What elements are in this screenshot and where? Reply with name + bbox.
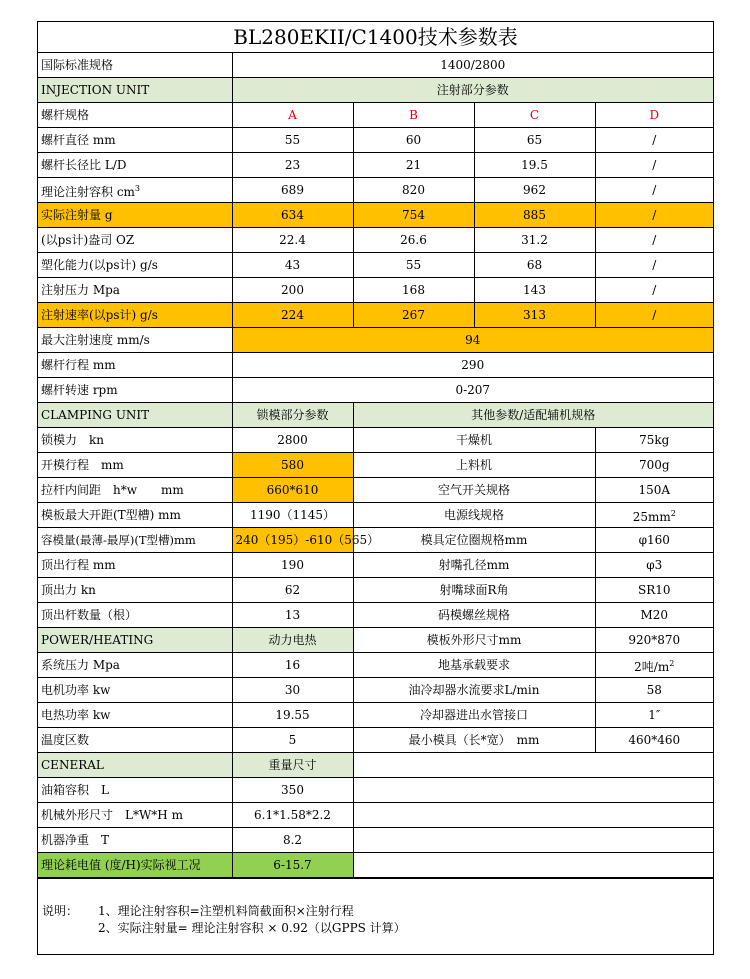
other-label: 码模螺丝规格 xyxy=(353,603,595,628)
table-row xyxy=(38,253,713,278)
table-row xyxy=(38,678,713,703)
row-label: 电机功率 kw xyxy=(38,678,232,703)
max-speed-value: 94 xyxy=(232,328,713,353)
clamping-header-right: 其他参数/适配辅机规格 xyxy=(353,403,713,428)
cell-value: / xyxy=(595,253,713,278)
row-label: 容模量(最薄-最厚)(T型槽)mm xyxy=(38,528,232,553)
energy-value: 6-15.7 xyxy=(232,853,353,878)
table-row xyxy=(38,453,713,478)
other-value-text: 2吨/m xyxy=(634,659,670,674)
cell-value: 16 xyxy=(232,653,353,678)
note-line xyxy=(42,920,713,937)
screw-c: C xyxy=(474,103,595,128)
row-label xyxy=(38,178,232,203)
cell-value: 820 xyxy=(353,178,474,203)
other-label: 模具定位圈规格mm xyxy=(353,528,595,553)
screw-spec-label: 螺杆规格 xyxy=(38,103,232,128)
row-label: 顶出行程 mm xyxy=(38,553,232,578)
table-row xyxy=(38,503,713,528)
empty-cell xyxy=(353,853,713,878)
other-value: SR10 xyxy=(595,578,713,603)
other-label: 空气开关规格 xyxy=(353,478,595,503)
cell-value: 13 xyxy=(232,603,353,628)
cell-value: / xyxy=(595,153,713,178)
table-row xyxy=(38,478,713,503)
row-label: 机器净重 T xyxy=(38,828,232,853)
stroke-row xyxy=(38,353,713,378)
row-label: 实际注射量 g xyxy=(38,203,232,228)
table-row xyxy=(38,803,713,828)
cell-value: 224 xyxy=(232,303,353,328)
general-header-row xyxy=(38,753,713,778)
cell-value: / xyxy=(595,228,713,253)
spec-table xyxy=(38,53,713,878)
row-label: 机械外形尺寸 L*W*H m xyxy=(38,803,232,828)
table-row xyxy=(38,728,713,753)
power-header-left: POWER/HEATING xyxy=(38,628,232,653)
cell-value: 634 xyxy=(232,203,353,228)
cell-value: 19.55 xyxy=(232,703,353,728)
cell-value: 267 xyxy=(353,303,474,328)
spec-value: 1400/2800 xyxy=(232,53,713,78)
general-header-mid: 重量尺寸 xyxy=(232,753,353,778)
other-label: 射嘴孔径mm xyxy=(353,553,595,578)
power-header-mid: 动力电热 xyxy=(232,628,353,653)
unit-superscript: 2 xyxy=(670,508,676,518)
notes-section xyxy=(38,878,713,971)
other-label: 油冷却器水流要求L/min xyxy=(353,678,595,703)
stroke-value: 290 xyxy=(232,353,713,378)
cell-value: 962 xyxy=(474,178,595,203)
table-row-highlight xyxy=(38,203,713,228)
row-label: 螺杆转速 rpm xyxy=(38,378,232,403)
other-value: φ3 xyxy=(595,553,713,578)
row-label: 系统压力 Mpa xyxy=(38,653,232,678)
cell-value: 240（195）-610（565） xyxy=(232,528,353,553)
clamping-header-left: CLAMPING UNIT xyxy=(38,403,232,428)
screw-a: A xyxy=(232,103,353,128)
cell-value: 31.2 xyxy=(474,228,595,253)
screw-d: D xyxy=(595,103,713,128)
cell-value: 885 xyxy=(474,203,595,228)
cell-value: 6.1*1.58*2.2 xyxy=(232,803,353,828)
sheet-title: BL280EKII/C1400技术参数表 xyxy=(38,22,713,53)
injection-header-left: INJECTION UNIT xyxy=(38,78,232,103)
spec-row xyxy=(38,53,713,78)
cell-value: 143 xyxy=(474,278,595,303)
table-row xyxy=(38,153,713,178)
row-label: 螺杆长径比 L/D xyxy=(38,153,232,178)
power-header-row xyxy=(38,628,713,653)
rpm-value: 0-207 xyxy=(232,378,713,403)
note-line xyxy=(42,903,713,920)
row-label: 最大注射速度 mm/s xyxy=(38,328,232,353)
empty-cell xyxy=(353,778,713,803)
spec-sheet xyxy=(37,21,714,955)
other-label: 上料机 xyxy=(353,453,595,478)
cell-value: 55 xyxy=(353,253,474,278)
cell-value: 754 xyxy=(353,203,474,228)
cell-value: / xyxy=(595,178,713,203)
row-label: 电热功率 kw xyxy=(38,703,232,728)
cell-value: / xyxy=(595,278,713,303)
row-label: 锁模力 kn xyxy=(38,428,232,453)
notes-label: 说明： xyxy=(42,904,79,918)
other-value xyxy=(595,503,713,528)
cell-value: 19.5 xyxy=(474,153,595,178)
cell-value: 190 xyxy=(232,553,353,578)
cell-value: 21 xyxy=(353,153,474,178)
cell-value: 22.4 xyxy=(232,228,353,253)
cell-value: 26.6 xyxy=(353,228,474,253)
row-label: 注射速率(以ps计) g/s xyxy=(38,303,232,328)
row-label: 开模行程 mm xyxy=(38,453,232,478)
row-label: 注射压力 Mpa xyxy=(38,278,232,303)
table-row xyxy=(38,578,713,603)
row-label: (以ps计)盎司 OZ xyxy=(38,228,232,253)
table-row xyxy=(38,703,713,728)
other-value: M20 xyxy=(595,603,713,628)
table-row xyxy=(38,428,713,453)
screw-spec-row xyxy=(38,103,713,128)
row-label: 螺杆行程 mm xyxy=(38,353,232,378)
injection-header-row xyxy=(38,78,713,103)
clamping-header-row xyxy=(38,403,713,428)
table-row xyxy=(38,603,713,628)
row-label: 塑化能力(以ps计) g/s xyxy=(38,253,232,278)
table-row xyxy=(38,278,713,303)
max-speed-row xyxy=(38,328,713,353)
unit-superscript: 2 xyxy=(669,658,675,668)
other-value: 700g xyxy=(595,453,713,478)
cell-value: 65 xyxy=(474,128,595,153)
other-value: 460*460 xyxy=(595,728,713,753)
row-label: 拉杆内间距 h*w mm xyxy=(38,478,232,503)
energy-row xyxy=(38,853,713,878)
note-text: 2、实际注射量= 理论注射容积 × 0.92（以GPPS 计算） xyxy=(98,921,406,935)
other-label: 模板外形尺寸mm xyxy=(353,628,595,653)
cell-value: 5 xyxy=(232,728,353,753)
other-value: 58 xyxy=(595,678,713,703)
cell-value: 660*610 xyxy=(232,478,353,503)
cell-value: / xyxy=(595,128,713,153)
row-label: 模板最大开距(T型槽) mm xyxy=(38,503,232,528)
spec-label: 国际标准规格 xyxy=(38,53,232,78)
empty-cell xyxy=(353,753,713,778)
table-row xyxy=(38,653,713,678)
cell-value: / xyxy=(595,303,713,328)
row-label: 顶出力 kn xyxy=(38,578,232,603)
other-label: 干燥机 xyxy=(353,428,595,453)
cell-value: 8.2 xyxy=(232,828,353,853)
cell-value: 200 xyxy=(232,278,353,303)
cell-value: 580 xyxy=(232,453,353,478)
row-label-text: 理论注射容积 cm xyxy=(41,184,135,199)
other-value: φ160 xyxy=(595,528,713,553)
cell-value: 168 xyxy=(353,278,474,303)
other-value: 75kg xyxy=(595,428,713,453)
injection-header-right: 注射部分参数 xyxy=(232,78,713,103)
other-value xyxy=(595,653,713,678)
other-value: 150A xyxy=(595,478,713,503)
table-row xyxy=(38,778,713,803)
cell-value: 23 xyxy=(232,153,353,178)
empty-cell xyxy=(353,828,713,853)
cell-value: 62 xyxy=(232,578,353,603)
other-label: 最小模具（长*宽） mm xyxy=(353,728,595,753)
row-label: 油箱容积 L xyxy=(38,778,232,803)
cell-value: 689 xyxy=(232,178,353,203)
cell-value: 2800 xyxy=(232,428,353,453)
other-label: 射嘴球面R角 xyxy=(353,578,595,603)
other-value: 1″ xyxy=(595,703,713,728)
table-row xyxy=(38,228,713,253)
table-row xyxy=(38,178,713,203)
table-row xyxy=(38,828,713,853)
notes-indent xyxy=(42,920,98,937)
cell-value: 60 xyxy=(353,128,474,153)
row-label: 顶出杆数量（根） xyxy=(38,603,232,628)
rpm-row xyxy=(38,378,713,403)
table-row xyxy=(38,553,713,578)
cell-value: 55 xyxy=(232,128,353,153)
cell-value: 68 xyxy=(474,253,595,278)
clamping-header-mid: 锁模部分参数 xyxy=(232,403,353,428)
energy-label: 理论耗电值 (度/H)实际视工况 xyxy=(38,853,232,878)
row-label: 温度区数 xyxy=(38,728,232,753)
screw-b: B xyxy=(353,103,474,128)
cell-value: 30 xyxy=(232,678,353,703)
row-label: 螺杆直径 mm xyxy=(38,128,232,153)
cell-value: 1190（1145） xyxy=(232,503,353,528)
table-row xyxy=(38,128,713,153)
note-text: 1、理论注射容积=注塑机料筒截面积×注射行程 xyxy=(98,904,354,918)
other-label: 冷却器进出水管接口 xyxy=(353,703,595,728)
other-value-text: 25mm xyxy=(632,509,671,524)
other-value: 920*870 xyxy=(595,628,713,653)
cell-value: 43 xyxy=(232,253,353,278)
cell-value: / xyxy=(595,203,713,228)
cell-value: 313 xyxy=(474,303,595,328)
other-label: 电源线规格 xyxy=(353,503,595,528)
empty-cell xyxy=(353,803,713,828)
cell-value: 350 xyxy=(232,778,353,803)
other-label: 地基承载要求 xyxy=(353,653,595,678)
table-row xyxy=(38,528,713,553)
general-header-left: CENERAL xyxy=(38,753,232,778)
table-row-highlight xyxy=(38,303,713,328)
unit-superscript: 3 xyxy=(134,183,141,193)
